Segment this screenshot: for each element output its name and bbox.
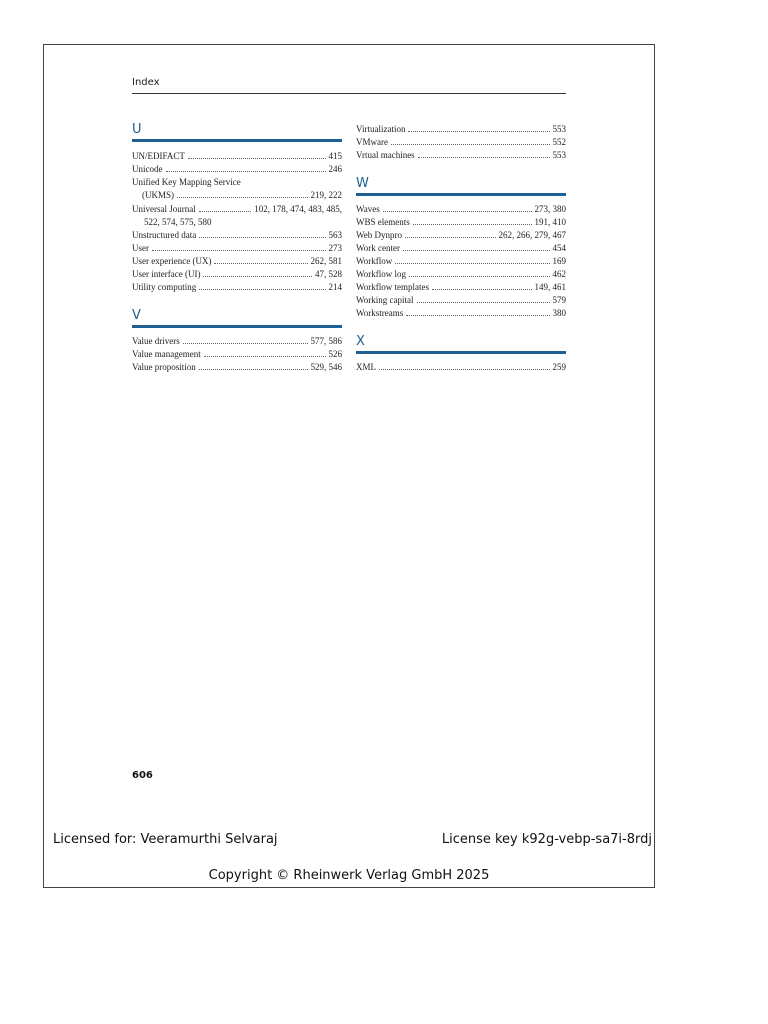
dot-leader	[403, 242, 549, 251]
index-term: Value drivers	[132, 336, 180, 346]
copyright-text: Copyright © Rheinwerk Verlag GmbH 2025	[208, 868, 490, 883]
index-pages: 577, 586	[310, 336, 342, 346]
index-term: Unified Key Mapping Service	[132, 177, 241, 187]
index-pages: 262, 581	[310, 256, 342, 266]
dot-leader	[214, 255, 307, 264]
index-term: Workstreams	[356, 308, 404, 318]
index-entry	[356, 268, 566, 281]
index-term: XML	[356, 362, 376, 372]
index-pages: 262, 266, 279, 467	[498, 230, 566, 240]
index-entry	[356, 136, 566, 149]
index-term: Universal Journal	[132, 204, 196, 214]
dot-leader	[379, 361, 550, 370]
index-term: Workflow log	[356, 269, 407, 279]
dot-leader	[408, 123, 549, 132]
index-pages-continued: 522, 574, 575, 580	[144, 217, 212, 227]
index-entry	[356, 307, 566, 320]
dot-leader	[177, 189, 307, 198]
index-entry	[132, 189, 342, 202]
index-entry	[132, 150, 342, 163]
index-pages: 529, 546	[310, 362, 342, 372]
index-term: Unicode	[132, 164, 163, 174]
index-entry	[356, 216, 566, 229]
dot-leader	[152, 242, 326, 251]
index-pages: 553	[552, 124, 566, 134]
index-letter-heading: V	[132, 308, 342, 328]
index-pages: 214	[328, 282, 342, 292]
dot-leader	[383, 203, 532, 212]
running-header: Index	[132, 76, 566, 94]
index-term: Web Dynpro	[356, 230, 403, 240]
index-term: User interface (UI)	[132, 269, 201, 279]
dot-leader	[166, 163, 326, 172]
index-term: Workflow templates	[356, 282, 430, 292]
index-term: Work center	[356, 243, 401, 253]
index-entry	[132, 335, 342, 348]
index-term: User	[132, 243, 149, 253]
index-pages: 415	[328, 151, 342, 161]
index-pages: 219, 222	[310, 190, 342, 200]
index-term: VMware	[356, 137, 388, 147]
page-number: 606	[132, 770, 153, 781]
dot-leader	[391, 136, 550, 145]
index-pages: 552	[552, 137, 566, 147]
index-pages: 563	[328, 230, 342, 240]
dot-leader	[188, 150, 326, 159]
index-entry	[356, 255, 566, 268]
index-pages: 273	[328, 243, 342, 253]
dot-leader	[406, 307, 549, 316]
dot-leader	[417, 294, 550, 303]
index-pages: 380	[552, 308, 566, 318]
index-pages: 553	[552, 150, 566, 160]
index-entry	[356, 242, 566, 255]
index-entry	[132, 203, 342, 216]
index-pages: 454	[552, 243, 566, 253]
index-pages: 102, 178, 474, 483, 485,	[254, 204, 342, 214]
dot-leader	[199, 361, 308, 370]
index-entry	[356, 149, 566, 162]
index-letter-heading: U	[132, 122, 342, 142]
index-entry	[356, 361, 566, 374]
index-term: UN/EDIFACT	[132, 151, 185, 161]
dot-leader	[183, 335, 308, 344]
index-term: WBS elements	[356, 217, 410, 227]
dot-leader	[199, 203, 252, 212]
index-letter-heading: W	[356, 176, 566, 196]
dot-leader	[413, 216, 532, 225]
dot-leader	[199, 281, 325, 290]
dot-leader	[204, 348, 326, 357]
dot-leader	[405, 229, 495, 238]
index-entry	[132, 281, 342, 294]
dot-leader	[199, 229, 325, 238]
index-entry	[356, 123, 566, 136]
index-entry	[132, 348, 342, 361]
dot-leader	[409, 268, 549, 277]
index-entry	[356, 203, 566, 216]
index-term: User experience (UX)	[132, 256, 212, 266]
index-pages: 259	[552, 362, 566, 372]
index-term: Utility computing	[132, 282, 197, 292]
index-pages: 246	[328, 164, 342, 174]
index-entry	[132, 255, 342, 268]
index-pages: 169	[552, 256, 566, 266]
index-term: Working capital	[356, 295, 414, 305]
dot-leader	[395, 255, 549, 264]
index-term: Unstructured data	[132, 230, 197, 240]
index-entry	[132, 268, 342, 281]
index-entry	[132, 242, 342, 255]
index-entry	[356, 229, 566, 242]
index-entry	[356, 281, 566, 294]
dot-leader	[418, 149, 550, 158]
licensed-for-text: Licensed for: Veeramurthi Selvaraj	[53, 832, 278, 847]
index-entry	[132, 229, 342, 242]
index-pages: 579	[552, 295, 566, 305]
index-pages: 273, 380	[534, 204, 566, 214]
index-term: Waves	[356, 204, 380, 214]
index-term: Virtualization	[356, 124, 406, 134]
index-term: Workflow	[356, 256, 393, 266]
index-term: (UKMS)	[142, 190, 175, 200]
dot-leader	[203, 268, 312, 277]
index-pages: 149, 461	[534, 282, 566, 292]
index-entry	[132, 163, 342, 176]
index-pages: 191, 410	[534, 217, 566, 227]
index-term: Vrtual machines	[356, 150, 415, 160]
index-pages: 526	[328, 349, 342, 359]
index-term: Value management	[132, 349, 201, 359]
index-letter-heading: X	[356, 334, 566, 354]
index-entry	[356, 294, 566, 307]
index-pages: 47, 528	[315, 269, 342, 279]
index-term: Value proposition	[132, 362, 196, 372]
dot-leader	[432, 281, 531, 290]
license-key-text: License key k92g-vebp-sa7i-8rdj	[441, 832, 652, 847]
index-pages: 462	[552, 269, 566, 279]
index-entry	[132, 361, 342, 374]
